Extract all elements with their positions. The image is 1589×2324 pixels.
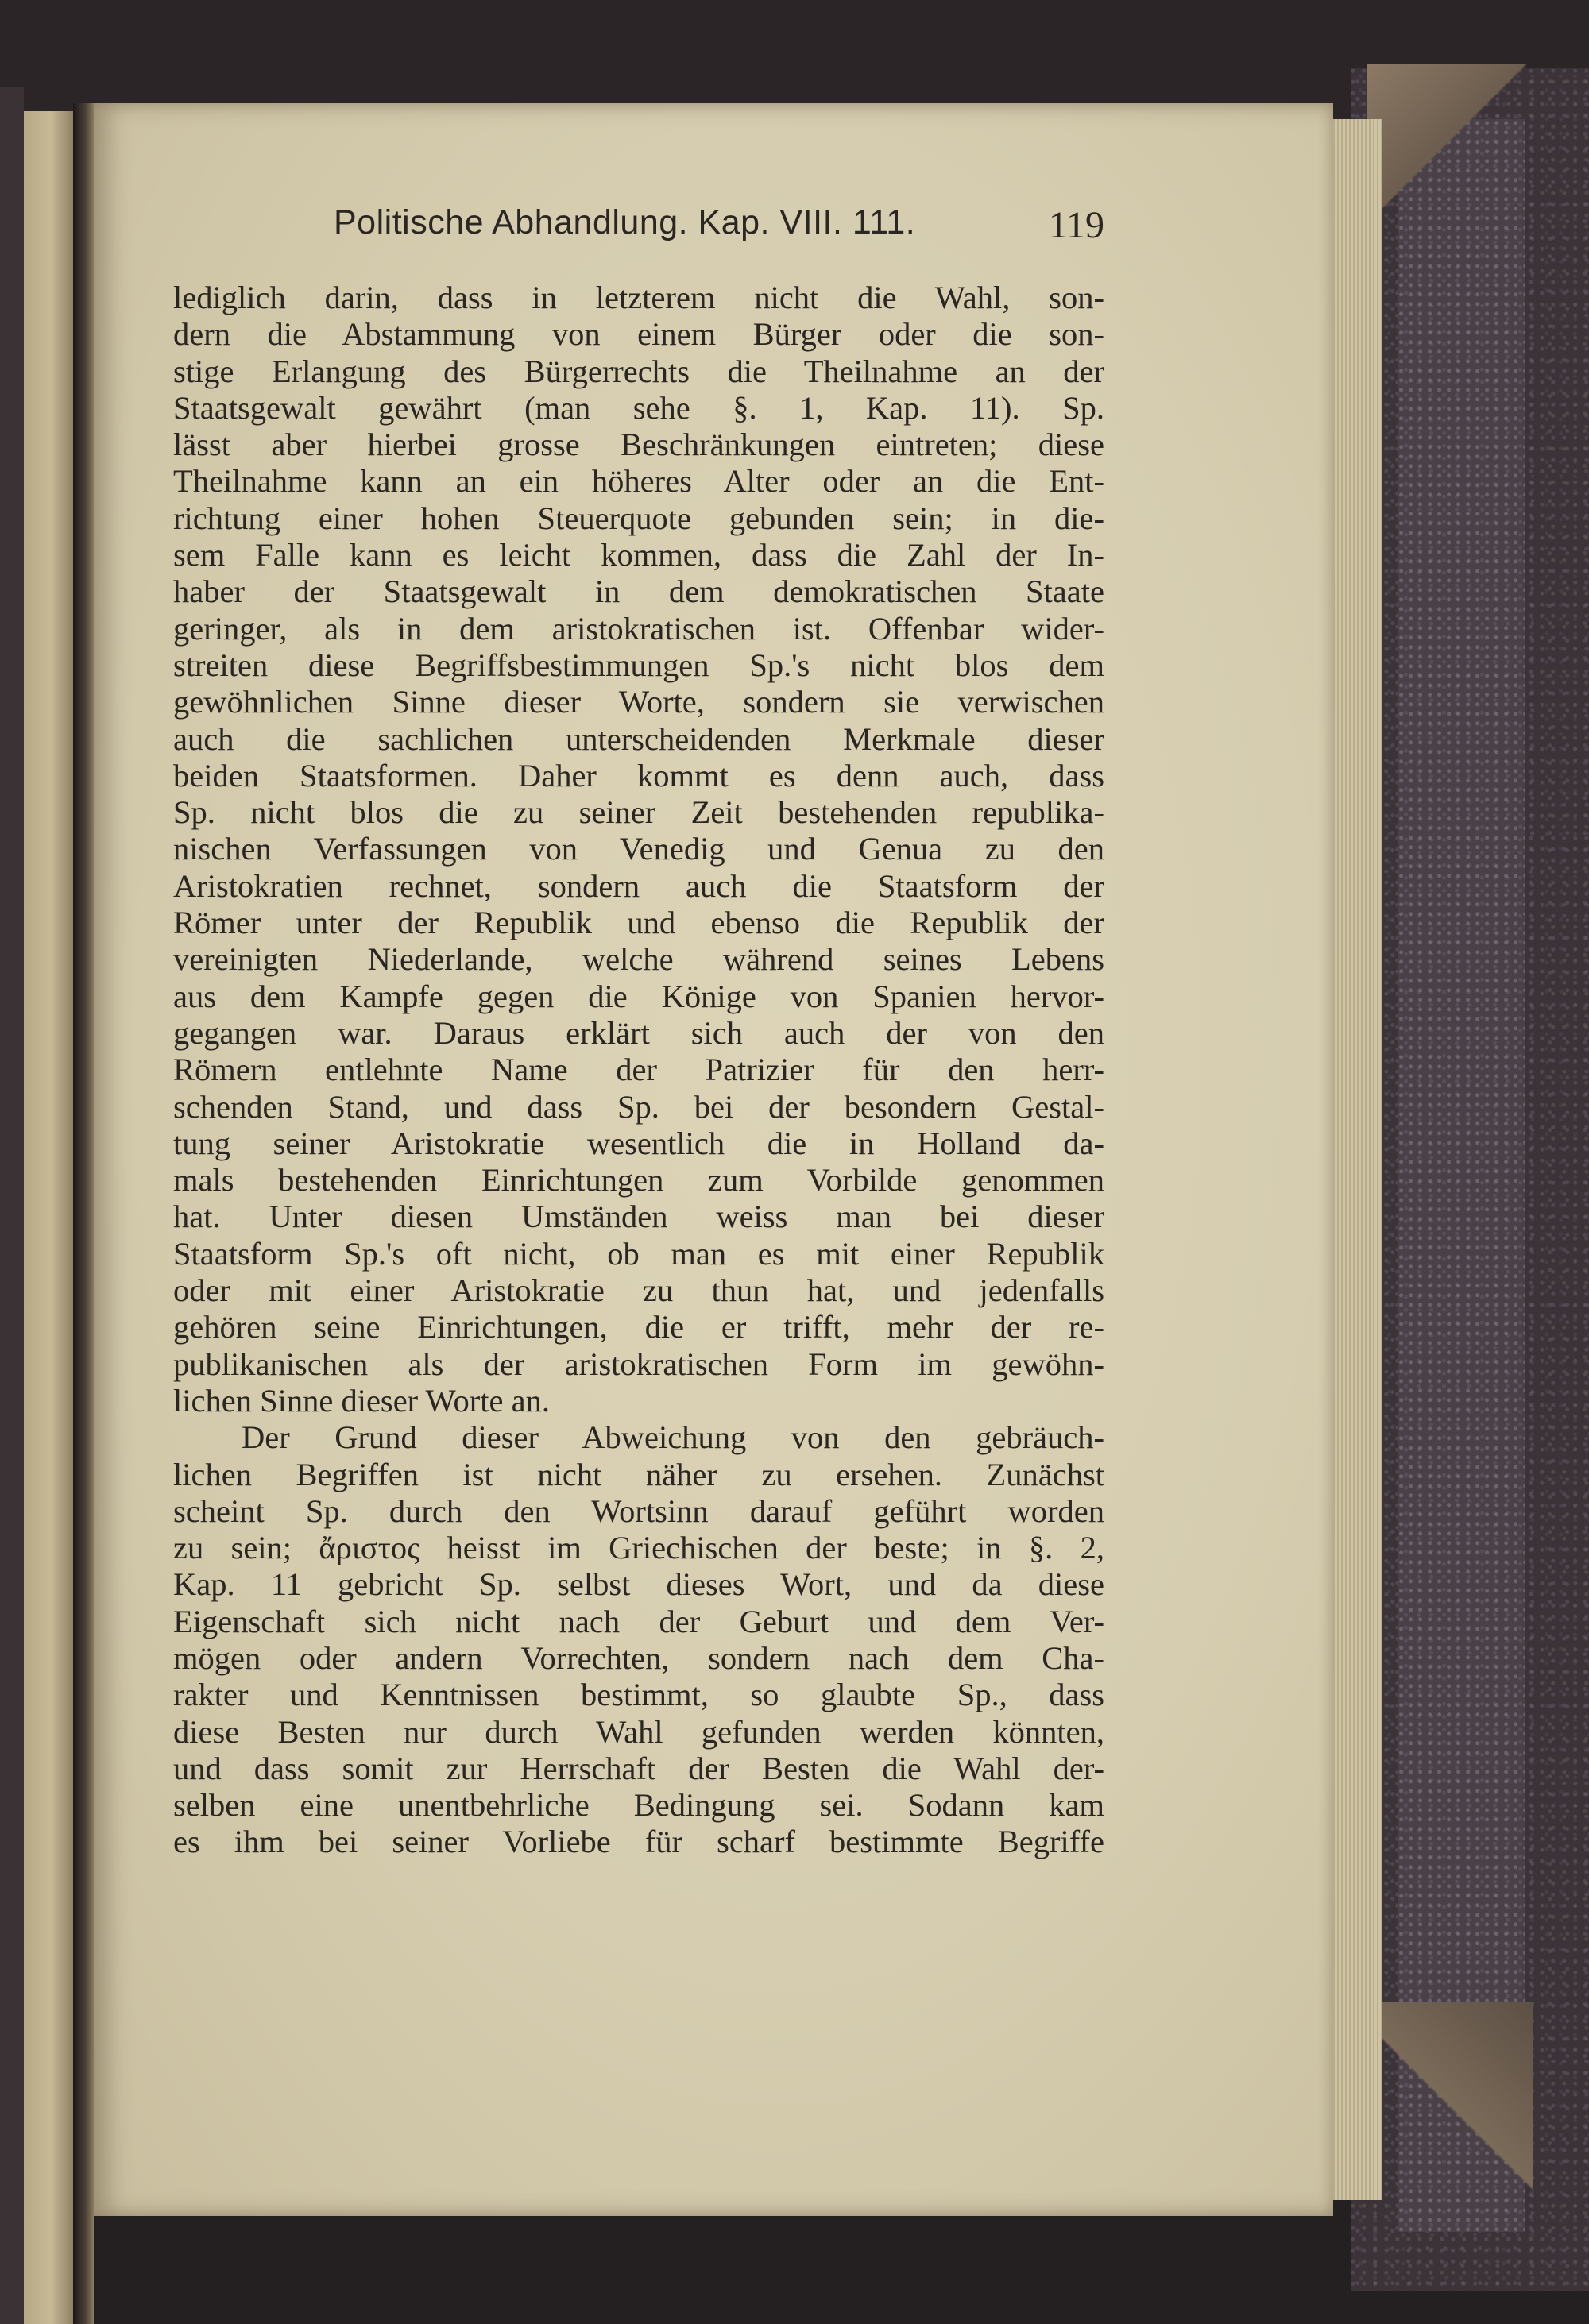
text-line: diese Besten nur durch Wahl gefunden werden könnten, [173, 1713, 1104, 1750]
text-line: publikanischen als der aristokratischen Form im gewöhn- [173, 1345, 1104, 1382]
text-line: lässt aber hierbei grosse Beschränkungen eintreten; diese [173, 427, 1104, 463]
text-line: streiten diese Begriffsbestimmungen Sp.'s nicht blos dem [173, 647, 1104, 683]
text-line: vereinigten Niederlande, welche während seines Lebens [173, 941, 1104, 978]
text-line: selben eine unentbehrliche Bedingung sei. Sodann kam [173, 1787, 1104, 1824]
text-line: stige Erlangung des Bürgerrechts die Theilnahme an der [173, 353, 1104, 389]
text-line: Aristokratien rechnet, sondern auch die Staatsform der [173, 867, 1104, 904]
text-line: rakter und Kenntnissen bestimmt, so glaubte Sp., dass [173, 1677, 1104, 1713]
text-line: Theilnahme kann an ein höheres Alter oder an die Ent- [173, 463, 1104, 500]
text-line: Römern entlehnte Name der Patrizier für den herr- [173, 1052, 1104, 1088]
text-line: Eigenschaft sich nicht nach der Geburt und dem Ver- [173, 1603, 1104, 1639]
text-line: es ihm bei seiner Vorliebe für scharf bestimmte Begriffe [173, 1824, 1104, 1860]
text-line: haber der Staatsgewalt in dem demokratischen Staate [173, 573, 1104, 610]
text-line: Der Grund dieser Abweichung von den gebräuch- [242, 1419, 1104, 1456]
text-line: richtung einer hohen Steuerquote gebunden sein; in die- [173, 500, 1104, 536]
text-line: gegangen war. Daraus erklärt sich auch der von den [173, 1014, 1104, 1051]
text-line: sem Falle kann es leicht kommen, dass die Zahl der In- [173, 537, 1104, 573]
text-line: lichen Sinne dieser Worte an. [173, 1382, 550, 1419]
text-line: scheint Sp. durch den Wortsinn darauf geführt worden [173, 1492, 1104, 1529]
running-head [238, 199, 1104, 262]
text-line: oder mit einer Aristokratie zu thun hat, und jedenfalls [173, 1272, 1104, 1309]
text-line: aus dem Kampfe gegen die Könige von Spanien hervor- [173, 978, 1104, 1014]
cover-corner-bottom [1367, 2002, 1533, 2208]
text-line: Römer unter der Republik und ebenso die Republik der [173, 905, 1104, 941]
text-line: gewöhnlichen Sinne dieser Worte, sondern sie verwischen [173, 684, 1104, 720]
book-front-cover-edge [0, 87, 24, 2324]
cover-cloth-texture [1398, 119, 1525, 2232]
text-line: Kap. 11 gebricht Sp. selbst dieses Wort, und da diese [173, 1566, 1104, 1603]
text-line: dern die Abstammung von einem Bürger oder die son- [173, 316, 1104, 353]
text-line: auch die sachlichen unterscheidenden Merkmale dieser [173, 720, 1104, 757]
text-line: mögen oder andern Vorrechten, sondern nach dem Cha- [173, 1639, 1104, 1676]
running-title: Politische Abhandlung. Kap. VIII. 111. [334, 203, 916, 241]
cover-corner-top [1367, 64, 1533, 214]
page-number: 119 [1048, 204, 1104, 246]
body-text [173, 280, 1104, 1861]
text-line: geringer, als in dem aristokratischen ist. Offenbar wider- [173, 610, 1104, 647]
text-line: tung seiner Aristokratie wesentlich die in Holland da- [173, 1125, 1104, 1161]
text-line: Staatsform Sp.'s oft nicht, ob man es mit einer Republik [173, 1235, 1104, 1272]
text-line: Staatsgewalt gewährt (man sehe §. 1, Kap. 11). Sp. [173, 389, 1104, 426]
text-line: Sp. nicht blos die zu seiner Zeit bestehenden republika- [173, 794, 1104, 831]
text-line: nischen Verfassungen von Venedig und Genua zu den [173, 831, 1104, 867]
text-line: beiden Staatsformen. Daher kommt es denn auch, dass [173, 757, 1104, 793]
text-line: lichen Begriffen ist nicht näher zu ersehen. Zunächst [173, 1456, 1104, 1492]
text-line: zu sein; ἄριστος heisst im Griechischen der beste; in §. 2, [173, 1530, 1104, 1566]
text-line: gehören seine Einrichtungen, die er trifft, mehr der re- [173, 1309, 1104, 1345]
text-line: und dass somit zur Herrschaft der Besten die Wahl der- [173, 1750, 1104, 1786]
text-line: mals bestehenden Einrichtungen zum Vorbilde genommen [173, 1162, 1104, 1199]
text-line: schenden Stand, und dass Sp. bei der besondern Gestal- [173, 1088, 1104, 1125]
text-line: lediglich darin, dass in letzterem nicht die Wahl, son- [173, 280, 1104, 315]
text-line: hat. Unter diesen Umständen weiss man bei dieser [173, 1199, 1104, 1235]
book-gutter [73, 103, 94, 2324]
